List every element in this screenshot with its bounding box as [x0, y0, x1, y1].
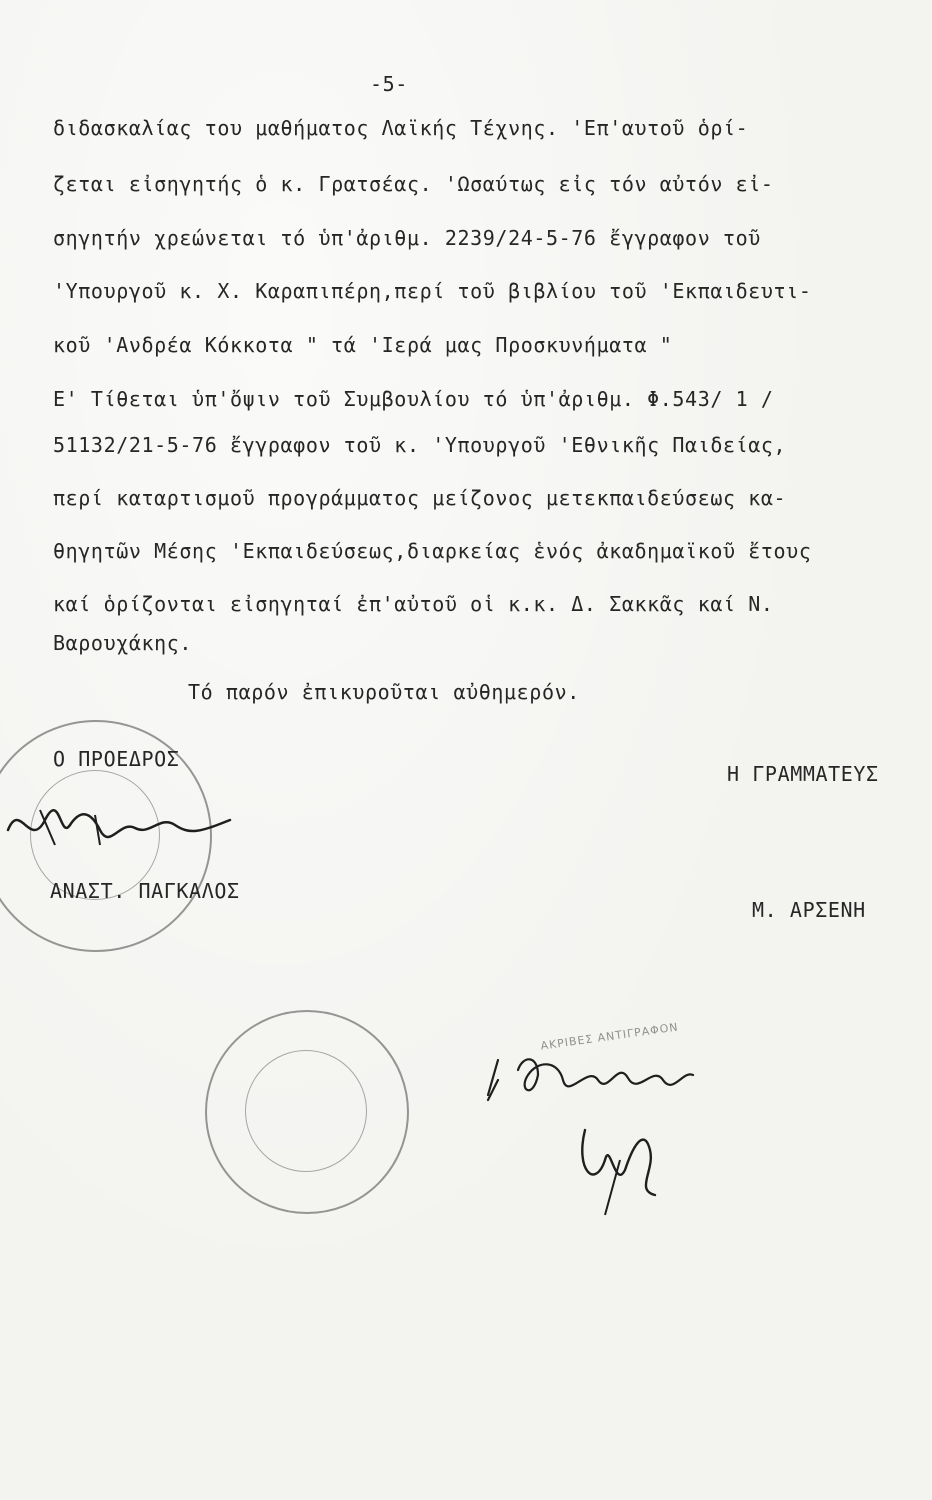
- closing-line: Τό παρόν ἐπικυροῦται αὐθημερόν.: [188, 680, 580, 704]
- president-signature: [0, 790, 240, 860]
- page-number: -5-: [370, 72, 408, 96]
- body-line-11: Βαρουχάκης.: [53, 631, 193, 655]
- secretary-title: Η ΓΡΑΜΜΑΤΕΥΣ: [727, 762, 879, 786]
- body-line-7: 51132/21-5-76 ἔγγραφον τοῦ κ. 'Υπουργοῦ 'Εθνικῆς Παιδείας,: [53, 433, 787, 457]
- body-line-8: περί καταρτισμοῦ προγράμματος μείζονος μετεκπαιδεύσεως κα-: [53, 486, 787, 510]
- certified-copy-stamp: ΑΚΡΙΒΕΣ ΑΝΤΙΓΡΑΦΟΝ: [539, 1020, 680, 1053]
- president-title: Ο ΠΡΟΕΔΡΟΣ: [53, 747, 180, 771]
- body-line-3: σηγητήν χρεώνεται τό ὑπ'ἀριθμ. 2239/24-5-76 ἔγγραφον τοῦ: [53, 226, 761, 250]
- body-line-6: Ε' Τίθεται ὑπ'ὄψιν τοῦ Συμβουλίου τό ὑπ'ἀριθμ. Φ.543/ 1 /: [53, 387, 774, 411]
- body-line-9: θηγητῶν Μέσης 'Εκπαιδεύσεως,διαρκείας ἑνός ἀκαδημαϊκοῦ ἔτους: [53, 539, 812, 563]
- body-line-4: 'Υπουργοῦ κ. Χ. Καραπιπέρη,περί τοῦ βιβλίου τοῦ 'Εκπαιδευτι-: [53, 279, 812, 303]
- president-name: ΑΝΑΣΤ. ΠΑΓΚΑΛΟΣ: [50, 879, 240, 903]
- body-line-1: διδασκαλίας του μαθήματος Λαϊκής Τέχνης. 'Επ'αυτοῦ ὁρί-: [53, 116, 749, 140]
- secretary-name: Μ. ΑΡΣΕΝΗ: [752, 898, 866, 922]
- body-line-5: κοῦ 'Ανδρέα Κόκκοτα " τά 'Ιερά μας Προσκυνήματα ": [53, 333, 673, 357]
- official-seal-bottom-inner: [245, 1050, 367, 1172]
- body-line-2: ζεται εἰσηγητής ὁ κ. Γρατσέας. 'Ωσαύτως εἰς τόν αὐτόν εἰ-: [53, 172, 774, 196]
- handwritten-initials: [565, 1100, 685, 1220]
- body-line-10: καί ὁρίζονται εἰσηγηταί ἐπ'αὐτοῦ οἱ κ.κ. Δ. Σακκᾶς καί Ν.: [53, 592, 774, 616]
